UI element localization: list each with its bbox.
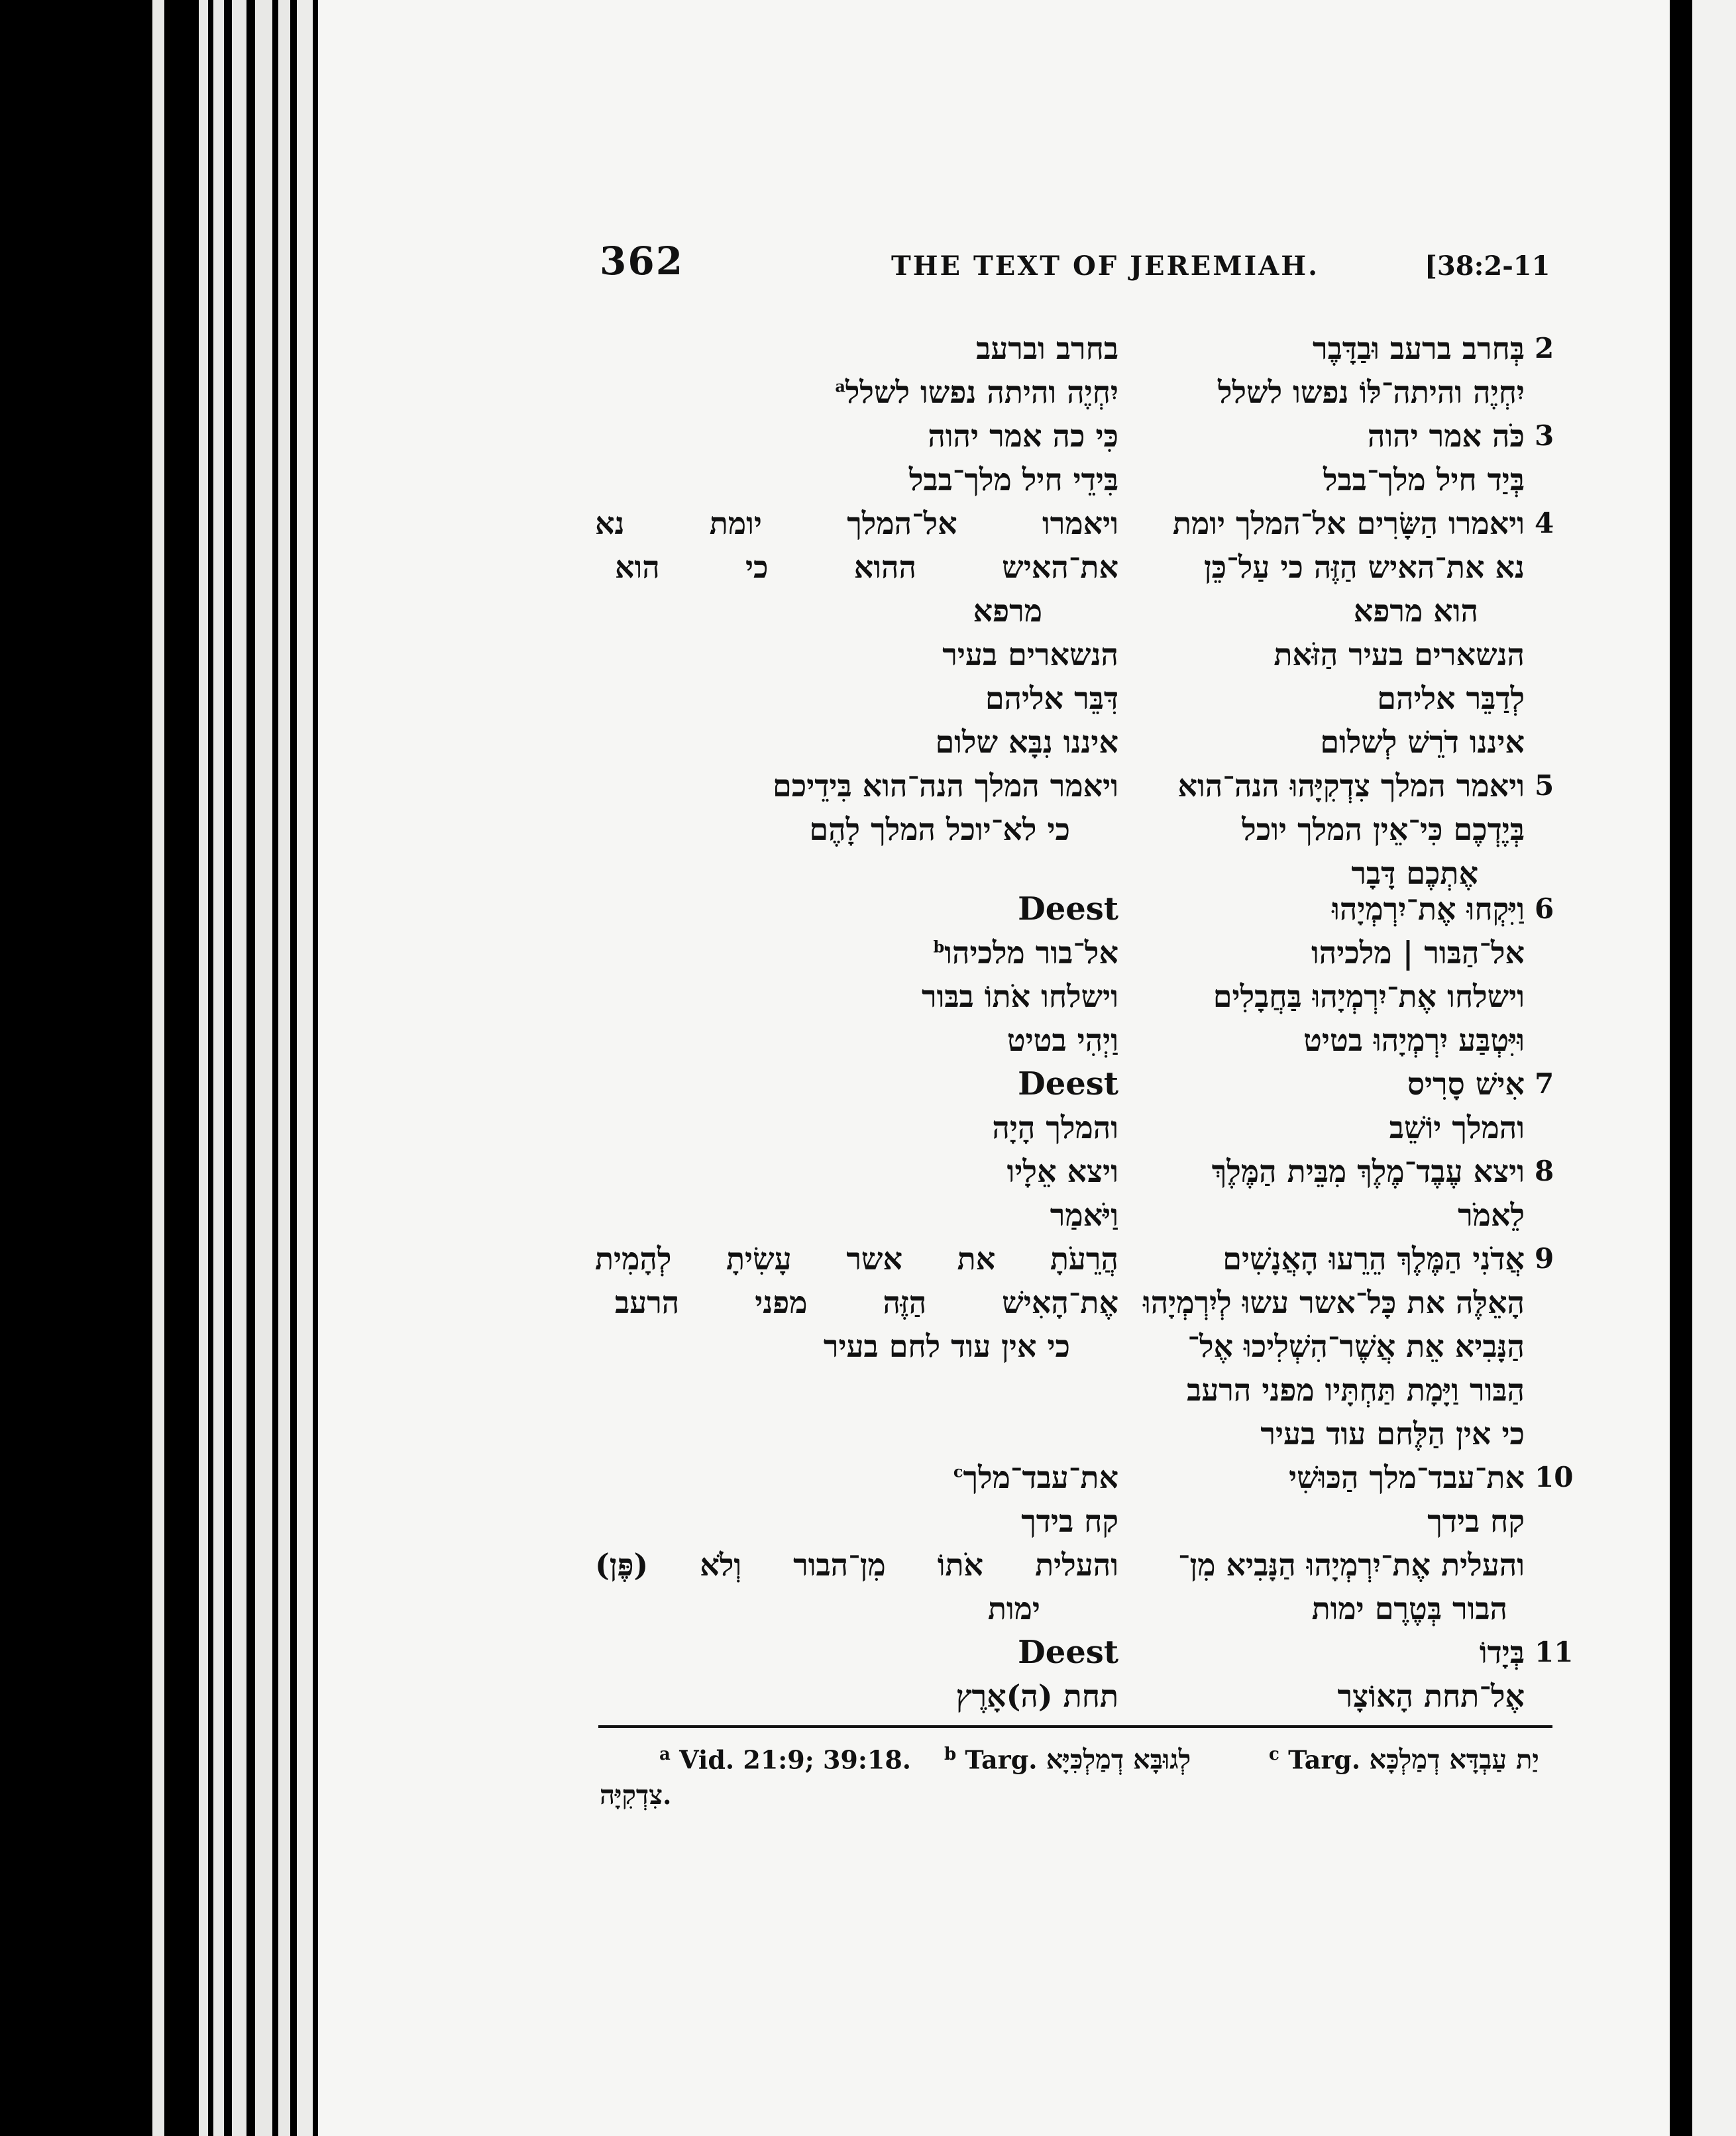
running-title: THE TEXT OF JEREMIAH. — [891, 250, 1320, 282]
verse-number: 5 — [1535, 769, 1554, 802]
footnote-prefix: Targ. — [1288, 1744, 1361, 1775]
verse-number: 11 — [1535, 1636, 1574, 1668]
lxx-line: והעלית אֹתוֹ מִן־הבור וְלֹא (פֶּן) — [595, 1547, 1118, 1583]
lxx-line: דִּבֵּר אליהם — [985, 680, 1118, 716]
deest-label: Deest — [1018, 1065, 1118, 1102]
lxx-line: ויצא אֵלָיו — [1006, 1153, 1118, 1189]
lxx-line: בִּידֵי חיל מלך־בבל — [908, 462, 1118, 498]
footnote-rule — [598, 1725, 1552, 1728]
verse-number: 2 — [1535, 332, 1554, 364]
footnote-hebrew: צִדְקִיָּה — [600, 1780, 663, 1811]
mt-line: אִישׁ סָרִיס — [1407, 1066, 1525, 1102]
mt-line: איננו דֹרֵשׁ לְשלום — [1320, 724, 1525, 760]
mt-line: הבור בְּטֶרֶם ימות — [1311, 1591, 1507, 1627]
footnote-c — [1269, 1735, 1539, 1774]
footnote-marker: a — [659, 1744, 671, 1764]
note-marker-c: c — [953, 1462, 963, 1481]
lxx-line — [933, 931, 1118, 975]
lxx-line: וַיֹּאמַר — [1050, 1197, 1118, 1233]
footnote-hebrew: יַת עַבְדָּא דְמַלְכָּא — [1369, 1744, 1539, 1776]
lxx-line: ויאמר המלך הנה־הוא בִּידֵיכם — [773, 768, 1118, 804]
mt-line: יִחְיֶה והיתה־לּוֹ נפשו לשלל — [1218, 374, 1525, 410]
mt-line: אל־הַבּור | מלכיהו — [1311, 935, 1525, 971]
mt-line: ויאמר המלך צִדְקִיָּהוּ הנה־הוא — [1177, 768, 1525, 804]
mt-line: נא את־האיש הַזֶּה כי עַל־כֵּן — [1203, 549, 1525, 585]
footnote-b — [944, 1735, 1191, 1774]
mt-line: כֹּה אמר יהוה — [1367, 418, 1525, 454]
mt-line: והמלך יוֹשֵׁב — [1389, 1110, 1525, 1146]
mt-line: בְּחרב ברעב וּבַדָּבֶר — [1313, 331, 1525, 366]
mt-line: וּיִּטְבַּע יִרְמְיָהוּ בטיט — [1303, 1022, 1525, 1058]
footnote-hebrew: לְגוּבָּא דְמַלְכִּיָּא — [1046, 1744, 1191, 1776]
lxx-line-text: יִחְיֶה והיתה נפשו לשלל — [845, 374, 1118, 410]
footnote-marker: b — [944, 1744, 957, 1764]
footnote-marker: c — [1269, 1744, 1279, 1764]
verse-number: 8 — [1535, 1155, 1554, 1187]
footnote-prefix: Targ. — [965, 1744, 1038, 1775]
lxx-line: וַיְהִי בטיט — [1006, 1022, 1118, 1058]
lxx-line: מרפא — [973, 593, 1042, 629]
mt-line: אֲדֹנִי הַמֶּלֶךְ הֵרֵעוּ הָאֲנָשִׁים — [1222, 1241, 1525, 1277]
lxx-line: אֶת־הָאִישׁ הַזֶּה מפני הרעב — [615, 1285, 1118, 1320]
mt-line: לֵאמֹר — [1458, 1197, 1525, 1233]
mt-line: ויאמרו הַשָּׂרִים אל־המלך יומת — [1172, 506, 1525, 541]
verse-number: 4 — [1535, 507, 1554, 539]
verse-number: 6 — [1535, 892, 1554, 925]
mt-line: וַיִּקְחוּ אֶת־יִרְמְיָהוּ — [1332, 891, 1525, 927]
lxx-line: איננו נִבָּא שלום — [935, 724, 1118, 760]
mt-line: בְּיָדוֹ — [1479, 1634, 1525, 1670]
mt-line: קח בידך — [1427, 1503, 1525, 1539]
lxx-line: הנשארים בעיר — [942, 637, 1118, 672]
lxx-line: קח בידך — [1021, 1503, 1118, 1539]
mt-line: וישלחו אֶת־יִרְמְיָהוּ בַּחֲבָלִים — [1213, 979, 1525, 1014]
mt-line: הנשארים בעיר הַזֹּאת — [1274, 637, 1525, 672]
lxx-line: בחרב וברעב — [976, 331, 1118, 366]
lxx-line — [953, 1456, 1118, 1499]
lxx-line: ויאמרו אל־המלך יומת נא — [595, 506, 1118, 541]
footnote-text: Vid. 21:9; 39:18. — [679, 1744, 911, 1775]
mt-line: הוא מרפא — [1353, 593, 1478, 629]
deest-label: Deest — [1018, 890, 1118, 928]
mt-line: הָאֵלֶּה את כָּל־אשר עשוּ לְיִרְמְיָהוּ — [1142, 1285, 1525, 1320]
verse-number: 7 — [1535, 1067, 1554, 1100]
lxx-line: ימות — [987, 1591, 1040, 1627]
verse-number: 9 — [1535, 1242, 1554, 1275]
note-marker-b: b — [933, 937, 945, 957]
note-marker-a: a — [835, 376, 845, 396]
mt-line: לְדַבֵּר אליהם — [1377, 680, 1525, 716]
mt-line: כי אין הַלֶּחם עוד בעיר — [1260, 1416, 1525, 1452]
chapter-verse-reference: [38:2-11 — [1425, 250, 1550, 282]
mt-line: הַבּור וַיָּמָת תַּחְתָּיו מפני הרעב — [1187, 1372, 1525, 1408]
lxx-line: את־האיש ההוא כי הוא — [615, 549, 1118, 585]
mt-line: את־עבד־מלך הַכּוּשִׁי — [1289, 1460, 1525, 1495]
mt-line: והעלית אֶת־יִרְמְיָהוּ הַנָּבִיא מִן־ — [1177, 1547, 1525, 1583]
footnote-a — [659, 1735, 911, 1774]
lxx-line: כי אין עוד לחם בעיר — [823, 1328, 1070, 1364]
lxx-line: תחת (ה)אָרֶץ — [955, 1678, 1118, 1714]
lxx-line — [835, 370, 1118, 414]
lxx-line: וישלחו אֹתוֹ בבּור — [921, 979, 1118, 1014]
mt-line: אֶתְכֶם דָּבָר — [1351, 855, 1478, 891]
lxx-line: הֲרֵעֹתָ את אשר עָשִׂיתָ לְהָמִית — [595, 1241, 1118, 1277]
lxx-line-text: את־עבד־מלך — [963, 1460, 1118, 1495]
footnote-c-continuation: צִדְקִיָּה. — [600, 1780, 672, 1811]
verse-number: 3 — [1535, 419, 1554, 452]
mt-line: בְּיַד חיל מלך־בבל — [1323, 462, 1525, 498]
page-number: 362 — [600, 239, 684, 284]
mt-line: אֶל־תחת הָאוֹצָר — [1337, 1678, 1525, 1714]
mt-line: ויצא עֶבֶד־מֶלֶךְ מִבֵּית הַמֶּלֶךְ — [1211, 1153, 1525, 1189]
facing-page-edge — [1692, 0, 1736, 2136]
lxx-line: כִּי כה אמר יהוה — [928, 418, 1118, 454]
mt-line: הַנָּבִיא אֵת אֲשֶׁר־הִשְׁלִיכוּ אֶל־ — [1187, 1328, 1525, 1364]
deest-label: Deest — [1018, 1634, 1118, 1671]
mt-line: בְּיֶדְכֶם כִּי־אֵין המלך יוכל — [1242, 812, 1525, 847]
lxx-line-text: אל־בור מלכיהו — [944, 935, 1118, 971]
lxx-line: והמלך הָיָה — [992, 1110, 1118, 1146]
lxx-line: כי לא־יוכל המלך לָהֶם — [809, 812, 1070, 847]
verse-number: 10 — [1535, 1461, 1574, 1493]
